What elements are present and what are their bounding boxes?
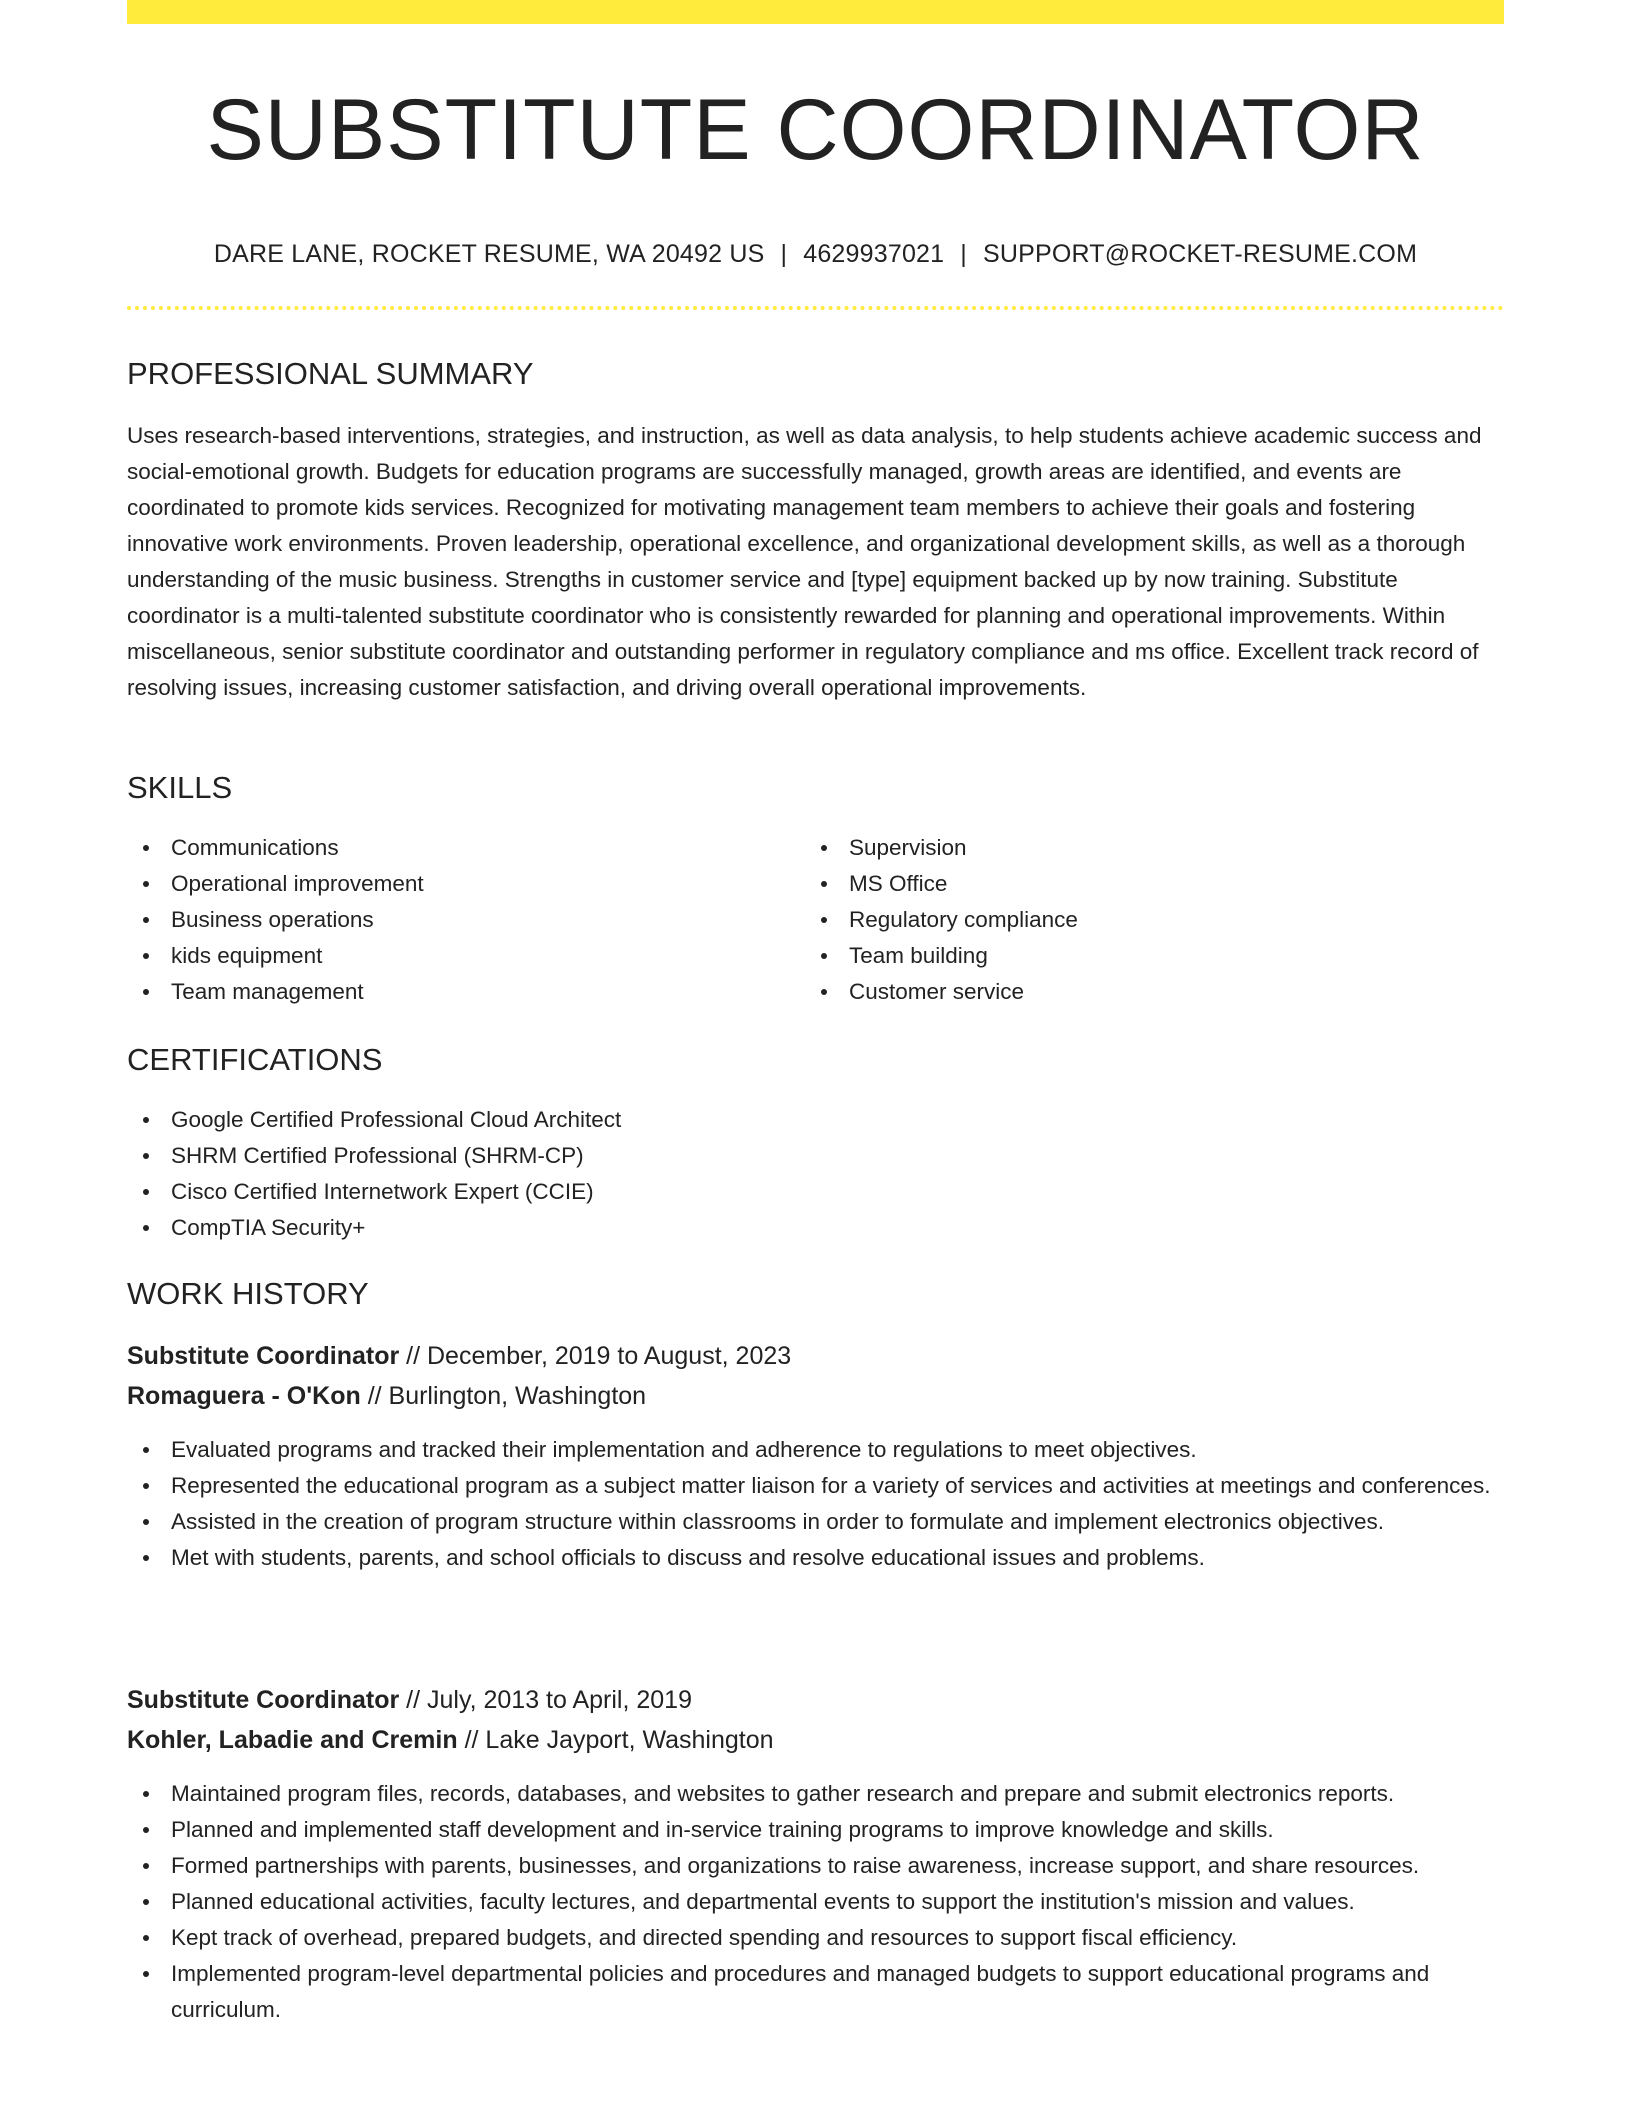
job-duties-list (127, 1432, 1504, 1576)
job-dates: // July, 2013 to April, 2019 (399, 1686, 692, 1714)
list-item: Met with students, parents, and school officials to discuss and resolve educational issues and problems. (127, 1540, 1504, 1576)
job-company-line (127, 1722, 774, 1758)
contact-separator: | (780, 240, 788, 268)
list-item: Formed partnerships with parents, businesses, and organizations to raise awareness, increase support, and share resources. (127, 1848, 1504, 1884)
list-item: Business operations (127, 902, 767, 938)
work-history-heading: WORK HISTORY (127, 1276, 369, 1311)
list-item: CompTIA Security+ (127, 1210, 1504, 1246)
contact-email[interactable]: SUPPORT@ROCKET-RESUME.COM (982, 240, 1418, 268)
job-company: Kohler, Labadie and Cremin (127, 1726, 458, 1754)
list-item: Operational improvement (127, 866, 767, 902)
list-item: Represented the educational program as a subject matter liaison for a variety of services and activities at meetings and conferences. (127, 1468, 1504, 1504)
list-item: Evaluated programs and tracked their implementation and adherence to regulations to meet objectives. (127, 1432, 1504, 1468)
job-duties-list (127, 1776, 1504, 2028)
list-item: Team building (805, 938, 1445, 974)
summary-heading: PROFESSIONAL SUMMARY (127, 356, 534, 391)
job-title-line (127, 1682, 692, 1718)
skills-heading: SKILLS (127, 770, 233, 805)
contact-phone: 4629937021 (803, 240, 945, 268)
job-dates: // December, 2019 to August, 2023 (399, 1342, 792, 1370)
candidate-name: SUBSTITUTE COORDINATOR (206, 82, 1425, 178)
list-item: Planned educational activities, faculty lectures, and departmental events to support the institution's mission and values. (127, 1884, 1504, 1920)
top-accent-bar (127, 0, 1504, 24)
list-item: SHRM Certified Professional (SHRM-CP) (127, 1138, 1504, 1174)
list-item: Customer service (805, 974, 1445, 1010)
job-company-line (127, 1378, 646, 1414)
job-location: // Burlington, Washington (360, 1382, 647, 1410)
job-company: Romaguera - O'Kon (127, 1382, 361, 1410)
list-item: Supervision (805, 830, 1445, 866)
job-role: Substitute Coordinator (127, 1686, 400, 1714)
certifications-list (127, 1102, 1504, 1246)
list-item: Regulatory compliance (805, 902, 1445, 938)
list-item: kids equipment (127, 938, 767, 974)
list-item: MS Office (805, 866, 1445, 902)
list-item: Assisted in the creation of program structure within classrooms in order to formulate and implement electronics objectives. (127, 1504, 1504, 1540)
list-item: Planned and implemented staff development and in-service training programs to improve knowledge and skills. (127, 1812, 1504, 1848)
list-item: Implemented program-level departmental policies and procedures and managed budgets to support educational programs and curriculum. (127, 1956, 1504, 2028)
list-item: Kept track of overhead, prepared budgets, and directed spending and resources to support fiscal efficiency. (127, 1920, 1504, 1956)
list-item: Maintained program files, records, databases, and websites to gather research and prepare and submit electronics reports. (127, 1776, 1504, 1812)
skills-list-left (127, 830, 767, 1010)
contact-address: DARE LANE, ROCKET RESUME, WA 20492 US (213, 240, 765, 268)
skills-list-right (805, 830, 1445, 1010)
job-role: Substitute Coordinator (127, 1342, 400, 1370)
list-item: Cisco Certified Internetwork Expert (CCIE) (127, 1174, 1504, 1210)
job-title-line (127, 1338, 791, 1374)
list-item: Communications (127, 830, 767, 866)
header-divider (127, 306, 1504, 310)
summary-text: Uses research-based interventions, strategies, and instruction, as well as data analysis, to help students achieve academic success and social-emotional growth. Budgets for education programs are successfully managed, growth areas are identified, and events are coordinated to promote kids services. Recognized for motivating management team members to achieve their goals and fostering innovative work environments. Proven leadership, operational excellence, and organizational development skills, as well as a thorough understanding of the music business. Strengths in customer service and [type] equipment backed up by now training. Substitute coordinator is a multi-talented substitute coordinator who is consistently rewarded for planning and operational improvements. Within miscellaneous, senior substitute coordinator and outstanding performer in regulatory compliance and ms office. Excellent track record of resolving issues, increasing customer satisfaction, and driving overall operational improvements. (127, 423, 1482, 700)
list-item: Google Certified Professional Cloud Architect (127, 1102, 1504, 1138)
contact-line (127, 236, 1504, 272)
job-location: // Lake Jayport, Washington (457, 1726, 774, 1754)
certifications-heading: CERTIFICATIONS (127, 1042, 383, 1077)
contact-separator: | (960, 240, 967, 268)
list-item: Team management (127, 974, 767, 1010)
